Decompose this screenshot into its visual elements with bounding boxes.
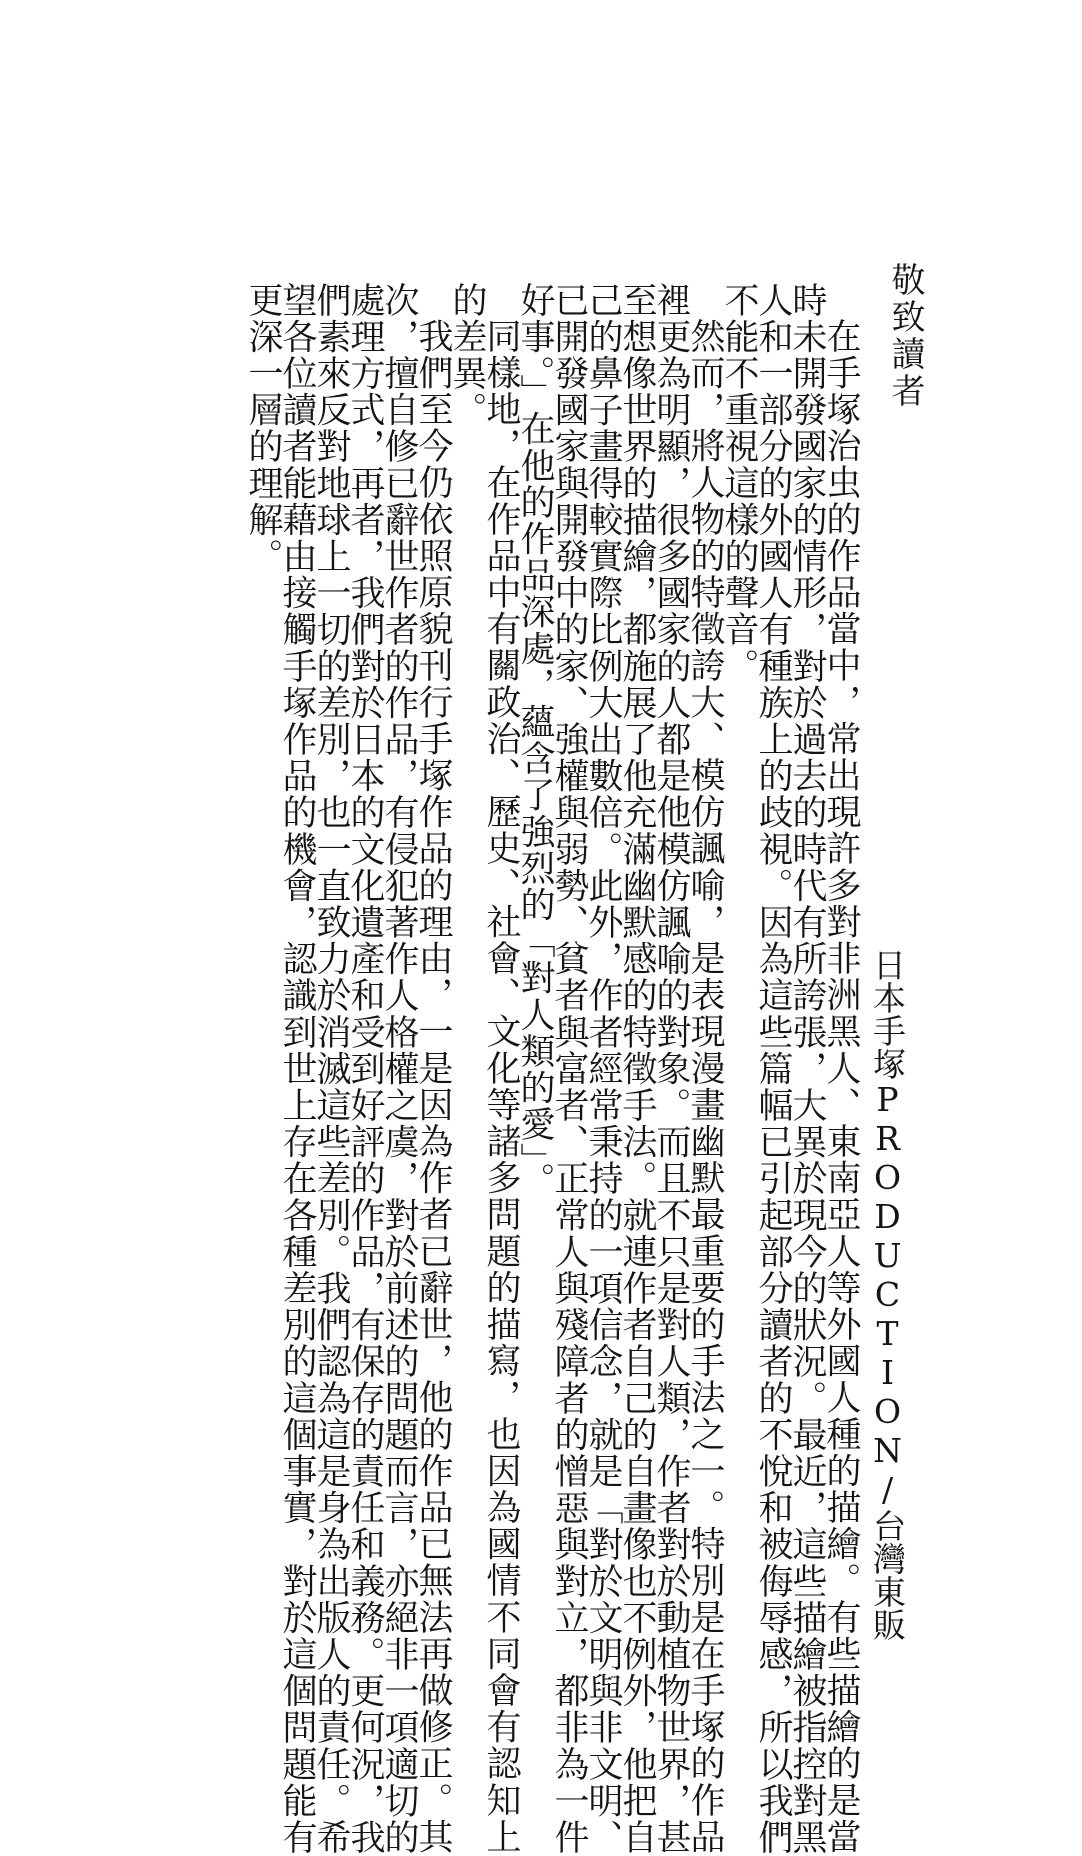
paragraph-4-line-5: 望各位讀者能藉由接觸手塚作品的機會，認識到世上存在各種差別的這個事實，對於這個問題能有 xyxy=(277,282,317,1856)
paragraph-3-line-2: 的差異。 xyxy=(447,282,487,429)
page-title: 敬致讀者 xyxy=(885,262,925,410)
paragraph-4-line-3: 處理方式，再者，我們對於日本的文化遺產和受到好評的作品，有保存的責任和義務。更何況，我 xyxy=(345,282,385,1856)
paragraph-3-line-1: 同樣地，在作品中有關政治、歷史、社會、文化等諸多問題的描寫，也因為國情不同會有認知上 xyxy=(481,318,521,1856)
paragraph-4-line-1: 我們至今仍依照原貌刊行手塚作品的理由，一是因為作者已辭世，他的作品已無法再做修正。其 xyxy=(413,318,453,1856)
paragraph-4-line-4: 們素來反對地球上一切的差別，也一直致力於消滅這些差別。我們認為這是身為出版人的責任。希 xyxy=(311,282,351,1856)
paragraph-1-line-1: 在手塚治虫的作品當中，常出現許多對非洲黑人、東南亞人等外國人種的描繪。有些描繪的是當 xyxy=(821,318,861,1856)
paragraph-2-line-3: 至想像世界的描繪，都施展了他充滿幽默感的特徵手法。就連作者自己的自畫像也不例外，他把自 xyxy=(617,282,657,1856)
paragraph-1-line-3: 人和一部分的外國人有種族上的歧視。因為這些篇幅已引起部分讀者的不悅和被侮辱感，所以我們 xyxy=(753,282,793,1856)
paragraph-2-line-6: 好事。」在他的作品深處，蘊含了強烈的「對人類的愛」。 xyxy=(515,282,555,1199)
paragraph-4-line-2: 次，擅自修已辭世作者的作品，有侵犯著作人格權之虞，對於前述的問題而言，亦絕非一項適切的 xyxy=(379,282,419,1856)
paragraph-2-line-1: 然而，將人物的特徵誇大、模仿諷喻，是表現漫畫幽默最重要的手法之一。特別是在手塚的作品 xyxy=(685,318,725,1856)
paragraph-2-line-2: 裡更為明顯，很多國家的人都是他模仿諷喻的對象。而且不只是對人類，作者對於動植物世界，甚 xyxy=(651,282,691,1856)
paragraph-4-line-6: 更深一層的理解。 xyxy=(243,282,283,575)
paragraph-2-line-5: 已開發國家與開發中的家、強權與弱勢、貧者與富者、正常人與殘障者的憎惡與對立，都非為一件 xyxy=(549,282,589,1856)
publisher-signature: 日本手塚PRODUCTION/台灣東販 xyxy=(868,948,907,1641)
paragraph-2-line-4: 己的鼻子畫得較實際比例大出數倍。此外，作者經常秉持的一項信念，就是「對於文明與非文明、 xyxy=(583,282,623,1856)
paragraph-1-line-2: 時未開發國家的情形，對於過去的時代有所誇張，大異於現今的狀況。最近，這些描繪被指控對黑 xyxy=(787,282,827,1856)
paragraph-1-line-4: 不能不重視這樣的聲音。 xyxy=(719,282,759,685)
